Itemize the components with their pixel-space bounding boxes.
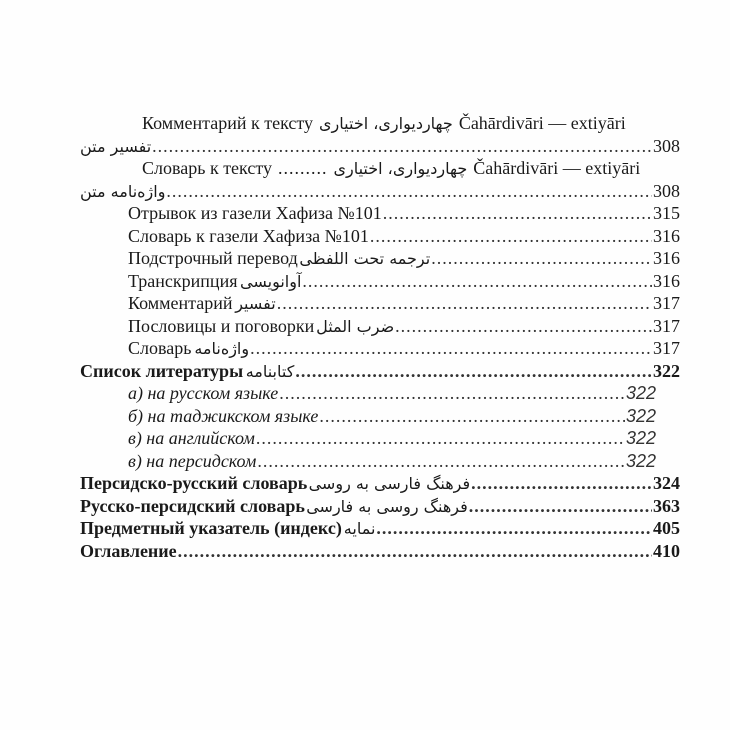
leader-dots xyxy=(250,337,652,359)
entry-persian: فرهنگ روسی به فارسی xyxy=(306,496,468,516)
page-number: 410 xyxy=(653,540,680,561)
toc-entry xyxy=(80,405,680,428)
entry-transliteration: Čahārdivāri — extiyāri xyxy=(458,113,626,133)
entry-title: Пословицы и поговорки xyxy=(128,315,315,336)
entry-title: а) на русском языке xyxy=(128,383,279,403)
entry-title: Словарь к газели Хафиза №101 xyxy=(128,225,369,246)
leader-dots xyxy=(319,405,625,427)
page-number: 405 xyxy=(653,518,680,538)
entry-title: Список литературы xyxy=(80,360,244,381)
entry-title: Отрывок из газели Хафиза №101 xyxy=(128,203,382,223)
entry-title: в) на английском xyxy=(128,428,255,448)
toc-entry xyxy=(80,292,680,315)
toc-entry xyxy=(80,202,680,225)
toc-entry xyxy=(80,225,680,248)
entry-persian: چهاردیواری، اختیاری xyxy=(333,159,468,178)
page-number: 322 xyxy=(625,383,656,403)
entry-title: Предметный указатель (индекс) xyxy=(80,518,342,538)
leader-dots xyxy=(302,270,652,292)
entry-persian: نمایه xyxy=(343,519,376,538)
leader-dots xyxy=(395,315,652,337)
entry-title: в) на персидском xyxy=(128,450,257,471)
leader-dots xyxy=(279,382,625,404)
toc-entry xyxy=(80,427,680,450)
leader-dots xyxy=(370,225,652,247)
toc-entry xyxy=(80,247,680,270)
entry-transliteration: Čahārdivāri — extiyāri xyxy=(473,158,641,178)
toc-entry xyxy=(80,360,680,383)
leader-dots xyxy=(383,202,652,224)
leader-dots xyxy=(256,427,625,449)
entry-title: Словарь к тексту xyxy=(142,158,272,178)
entry-persian: کتابنامه xyxy=(245,361,295,381)
entry-persian: ضرب المثل xyxy=(316,316,395,336)
page-number: 363 xyxy=(653,495,680,516)
entry-persian: تفسیر xyxy=(235,294,276,313)
leader-dots xyxy=(469,495,652,517)
toc-entry xyxy=(80,495,680,518)
page-number: 315 xyxy=(653,203,680,223)
leader-dots xyxy=(471,472,652,494)
page-number: 322 xyxy=(625,405,656,426)
leader-dots xyxy=(166,180,652,202)
entry-title: б) на таджикском языке xyxy=(128,405,319,426)
leader-dots xyxy=(431,247,652,269)
page-number: 324 xyxy=(653,473,680,493)
page-number: 316 xyxy=(653,270,680,291)
toc-entry xyxy=(80,540,680,563)
leader-dots xyxy=(178,540,652,562)
page-number: 308 xyxy=(653,135,680,156)
leader-dots xyxy=(376,517,652,539)
entry-persian: واژه‌نامه xyxy=(194,339,250,358)
leader-dots xyxy=(277,292,652,314)
toc-entry xyxy=(80,180,680,203)
entry-persian: تفسیر متن xyxy=(80,136,152,156)
entry-title: Персидско-русский словарь xyxy=(80,473,308,493)
toc-entry xyxy=(80,270,680,293)
entry-persian: چهاردیواری، اختیاری xyxy=(319,114,453,133)
page-number: 308 xyxy=(653,180,680,201)
entry-persian: آوانویسی xyxy=(240,271,302,291)
page-number: 317 xyxy=(653,315,680,336)
entry-persian: واژه‌نامه متن xyxy=(80,181,166,201)
toc-entry xyxy=(80,337,680,360)
page-number: 322 xyxy=(653,360,680,381)
toc-entry xyxy=(80,517,680,540)
page-number: 322 xyxy=(625,450,656,471)
table-of-contents xyxy=(80,112,680,562)
toc-entry xyxy=(80,315,680,338)
entry-title: Оглавление xyxy=(80,540,177,561)
page-number: 317 xyxy=(653,338,680,358)
entry-title: Подстрочный перевод xyxy=(128,248,298,268)
entry-title: Комментарий xyxy=(128,293,233,313)
toc-entry xyxy=(80,472,680,495)
leader-dots xyxy=(257,450,625,472)
page-number: 317 xyxy=(653,293,680,313)
toc-entry xyxy=(80,382,680,405)
entry-persian: فرهنگ فارسی به روسی xyxy=(308,474,471,493)
toc-entry: Словарь к тексту ......... چهاردیواری، اختیاری Čahārdivāri — extiyāri xyxy=(142,158,641,178)
toc-entry xyxy=(80,135,680,158)
entry-title: Транскрипция xyxy=(128,270,238,291)
leader-dots xyxy=(295,360,652,382)
toc-entry xyxy=(80,112,680,135)
page-number: 316 xyxy=(653,248,680,268)
entry-title: Словарь xyxy=(128,338,192,358)
entry-persian: ترجمه تحت اللفظی xyxy=(299,249,431,268)
entry-title: Русско-персидский словарь xyxy=(80,495,305,516)
toc-entry xyxy=(80,450,680,473)
entry-title: Комментарий к тексту xyxy=(142,113,314,133)
leader-dots xyxy=(152,135,652,157)
page-number: 322 xyxy=(625,428,656,448)
page-number: 316 xyxy=(653,225,680,246)
